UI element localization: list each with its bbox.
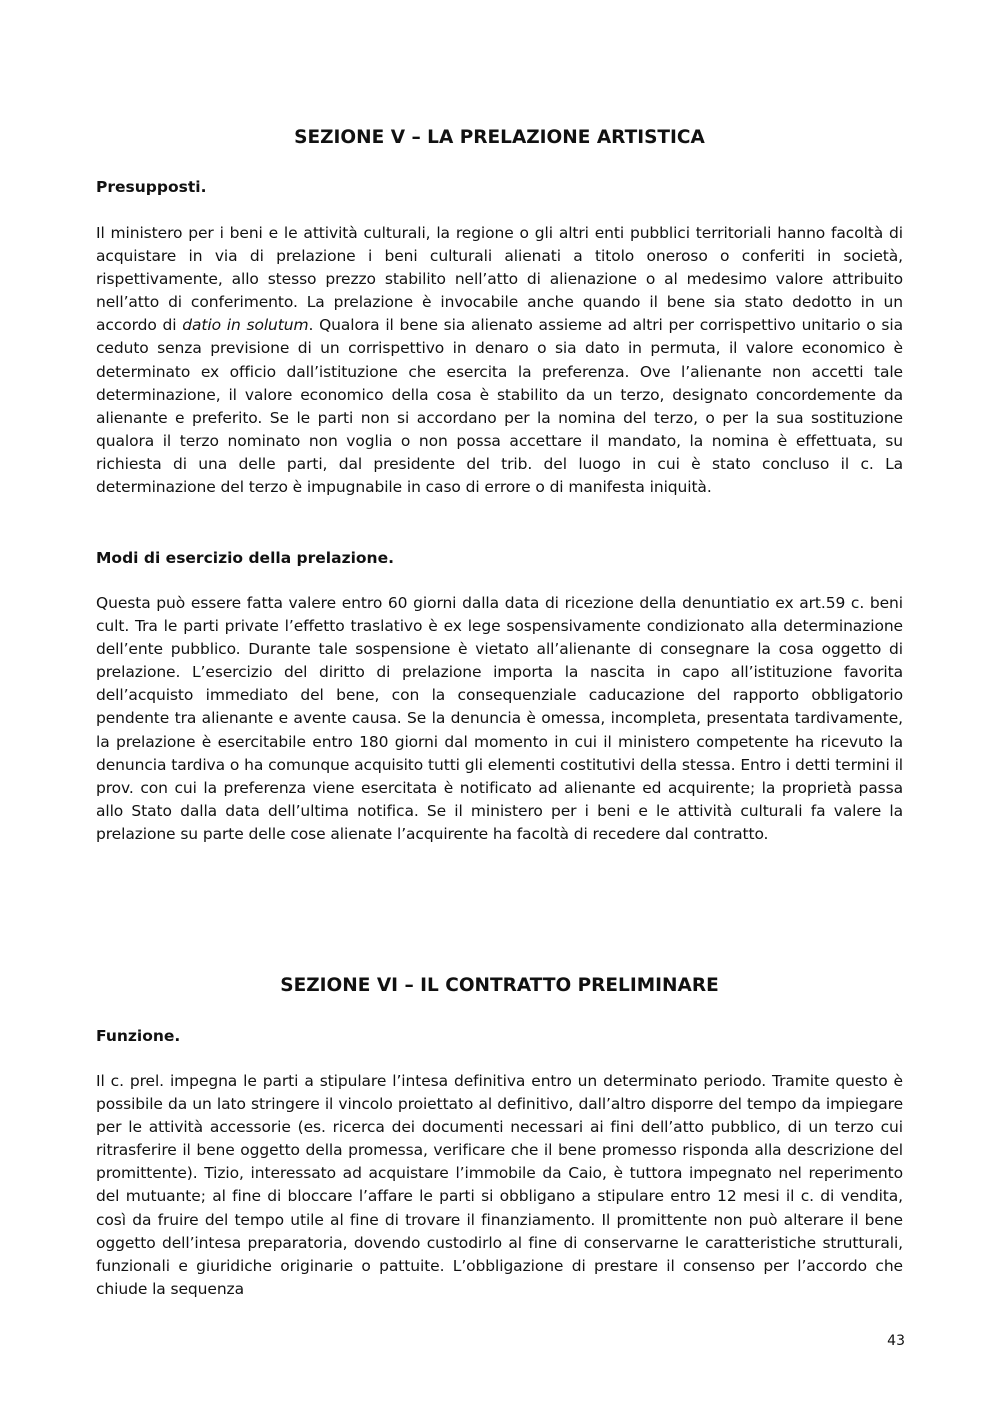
section-5-paragraph-1-part-a: Il ministero per i beni e le attività culturali, la regione o gli altri enti pubblici territoriali hanno facoltà di acquistare in via di prelazione i beni culturali alienati a titolo oneroso o conferiti in società, rispettivamente, allo stesso prezzo stabilito nell’atto di alienazione o al medesimo valore attribuito nell’atto di conferimento. La prelazione è invocabile anche quando il bene sia stato dedotto in un accordo di: [96, 224, 903, 335]
section-5-paragraph-1: [96, 222, 903, 499]
section-5-heading-modi: Modi di esercizio della prelazione.: [96, 549, 394, 567]
section-6-heading-funzione: Funzione.: [96, 1027, 181, 1045]
section-6-paragraph-1: Il c. prel. impegna le parti a stipulare l’intesa definitiva entro un determinato periodo. Tramite questo è possibile da un lato stringere il vincolo proiettato al definitivo, dall’altro disporre del tempo da impiegare per le attività accessorie (es. ricerca dei documenti necessari ai fini dell’atto pubblico, di un terzo cui ritrasferire il bene oggetto della promessa, verificare che il bene promesso risponda alla descrizione del promittente). Tizio, interessato ad acquistare l’immobile da Caio, è tuttora impegnato nel reperimento del mutuante; al fine di bloccare l’affare le parti si obbligano a stipulare entro 12 mesi il c. di vendita, così da fruire del tempo utile al fine di trovare il finanziamento. Il promittente non può alterare il bene oggetto dell’intesa preparatoria, dovendo custodirlo al fine di conservarne le caratteristiche strutturali, funzionali e giuridiche originarie o pattuite. L’obbligazione di prestare il consenso per l’accordo che chiude la sequenza: [96, 1072, 903, 1298]
section-5-title: SEZIONE V – LA PRELAZIONE ARTISTICA: [294, 127, 705, 148]
section-5-paragraph-1-part-b: . Qualora il bene sia alienato assieme ad altri per corrispettivo unitario o sia ceduto senza previsione di un corrispettivo in denaro o sia dato in permuta, il valore economico è determinato ex officio dall’istituzione che esercita la preferenza. Ove l’alienante non accetti tale determinazione, il valore economico della cosa è stabilito da un terzo, designato concordemente da alienante e preferito. Se le parti non si accordano per la nomina del terzo, o per la sua sostituzione qualora il terzo nominato non voglia o non possa accettare il mandato, la nomina è effettuata, su richiesta di una delle parti, dal presidente del trib. del luogo in cui è stato concluso il c. La determinazione del terzo è impugnabile in caso di errore o di manifesta iniquità.: [96, 316, 903, 497]
page-number: 43: [887, 1333, 905, 1349]
section-5-paragraph-1-italic: datio in solutum: [182, 316, 309, 335]
section-6-title: SEZIONE VI – IL CONTRATTO PRELIMINARE: [280, 975, 719, 996]
section-5-heading-presupposti: Presupposti.: [96, 178, 207, 196]
section-5-paragraph-2: Questa può essere fatta valere entro 60 giorni dalla data di ricezione della denuntiatio ex art.59 c. beni cult. Tra le parti private l’effetto traslativo è ex lege sospensivamente condizionato alla determinazione dell’ente pubblico. Durante tale sospensione è vietato all’alienante di consegnare la cosa oggetto di prelazione. L’esercizio del diritto di prelazione importa la nascita in capo all’istituzione favorita dell’acquisto immediato del bene, con la consequenziale caducazione del rapporto obbligatorio pendente tra alienante e avente causa. Se la denuncia è omessa, incompleta, presentata tardivamente, la prelazione è esercitabile entro 180 giorni dal momento in cui il ministero competente ha ricevuto la denuncia tardiva o ha comunque acquisito tutti gli elementi costitutivi della stessa. Entro i detti termini il prov. con cui la preferenza viene esercitata è notificato ad alienante ed acquirente; la proprietà passa allo Stato dalla data dell’ultima notifica. Se il ministero per i beni e le attività culturali fa valere la prelazione su parte delle cose alienate l’acquirente ha facoltà di recedere dal contratto.: [96, 594, 903, 843]
